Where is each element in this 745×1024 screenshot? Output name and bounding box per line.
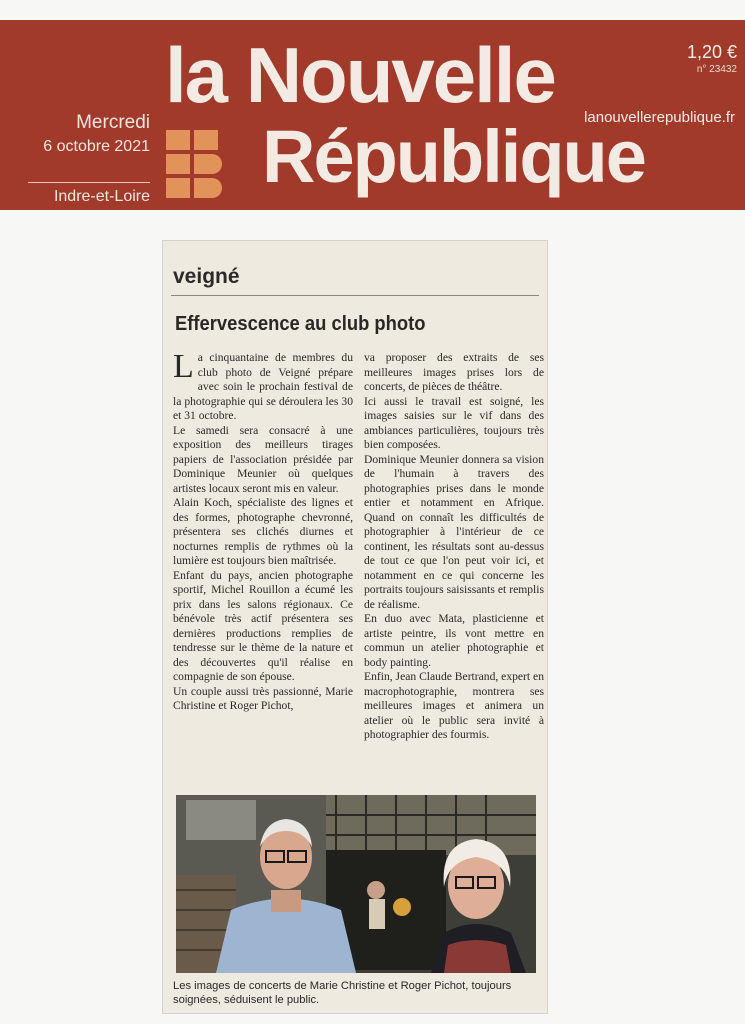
masthead-website: lanouvellerepublique.fr [584, 109, 735, 126]
article-photo [176, 795, 536, 973]
article-rubric: veigné [173, 265, 240, 288]
article-paragraph: Alain Koch, spécialiste des lignes et des formes, photographe chevronné, présentera ses clichés diurnes et nocturnes remplis de rythmes où la lumière est toujours bien maîtrisée. [173, 496, 353, 567]
article-headline: Effervescence au club photo [175, 313, 426, 335]
photo-caption: Les images de concerts de Marie Christine et Roger Pichot, toujours soignées, séduisent le public. [173, 980, 512, 1006]
masthead-region: Indre-et-Loire [53, 188, 150, 205]
article-paragraph: La cinquantaine de membres du club photo de Veigné prépare avec soin le prochain festival de la photographie qui se déroulera les 30 et 31 octobre. [173, 348, 353, 422]
photo-illustration [176, 795, 536, 973]
article-paragraph: Dominique Meunier donnera sa vision de l'humain à travers des photographies prises dans le monde entier et notamment en Afrique. Quand on connaît les difficultés de photographier à l'intérieur de ce continent, les résultats sont au-dessus de tout ce que l'on peut voir ici, et notamment en ce qui concerne les portraits toujours saisissants et remplis de réalisme. [364, 452, 544, 611]
article-paragraph: Le samedi sera consacré à une exposition des meilleurs tirages papiers de l'association présidée par Dominique Meunier où quelques artistes locaux seront mis en valeur. [173, 423, 353, 495]
logo-mark-icon [166, 130, 222, 208]
masthead-day: Mercredi [76, 112, 150, 133]
article-paragraph: Un couple aussi très passionné, Marie Christine et Roger Pichot, [173, 684, 353, 712]
masthead [0, 20, 745, 210]
article-column-left [173, 348, 353, 714]
masthead-price: 1,20 € [686, 42, 737, 62]
masthead-title-line2: République [262, 115, 645, 198]
masthead-divider [28, 182, 150, 183]
masthead-title-line1: la Nouvelle [165, 31, 555, 119]
masthead-date: 6 octobre 2021 [43, 138, 150, 155]
rubric-divider [171, 295, 539, 296]
article-clipping [162, 240, 548, 1014]
masthead-issue-number: n° 23432 [696, 64, 737, 75]
article-paragraph: Enfin, Jean Claude Bertrand, expert en macrophotographie, montrera ses meilleures images et animera un atelier où le public sera invité à photographier des fourmis. [364, 670, 544, 741]
article-paragraph: En duo avec Mata, plasticienne et artiste peintre, ils vont mettre en commun un atelier photographie et body painting. [364, 612, 544, 669]
article-paragraph: va proposer des extraits de ses meilleures images prises lors de concerts, de pièces de théâtre. [364, 351, 544, 393]
article-paragraph: Ici aussi le travail est soigné, les images saisies sur le vif dans des ambiances particulières, toujours très bien composées. [364, 394, 544, 451]
article-column-right [364, 351, 544, 743]
masthead-date-block [28, 112, 150, 156]
article-dropcap: L [173, 348, 194, 385]
article-paragraph: Enfant du pays, ancien photographe sportif, Michel Rouillon a écumé les prix dans les salons régionaux. Ce bénévole très actif présentera ses dernières productions remplies de tendresse sur le thème de la nature et des découvertes qu'il réalise en compagnie de son épouse. [173, 568, 353, 683]
